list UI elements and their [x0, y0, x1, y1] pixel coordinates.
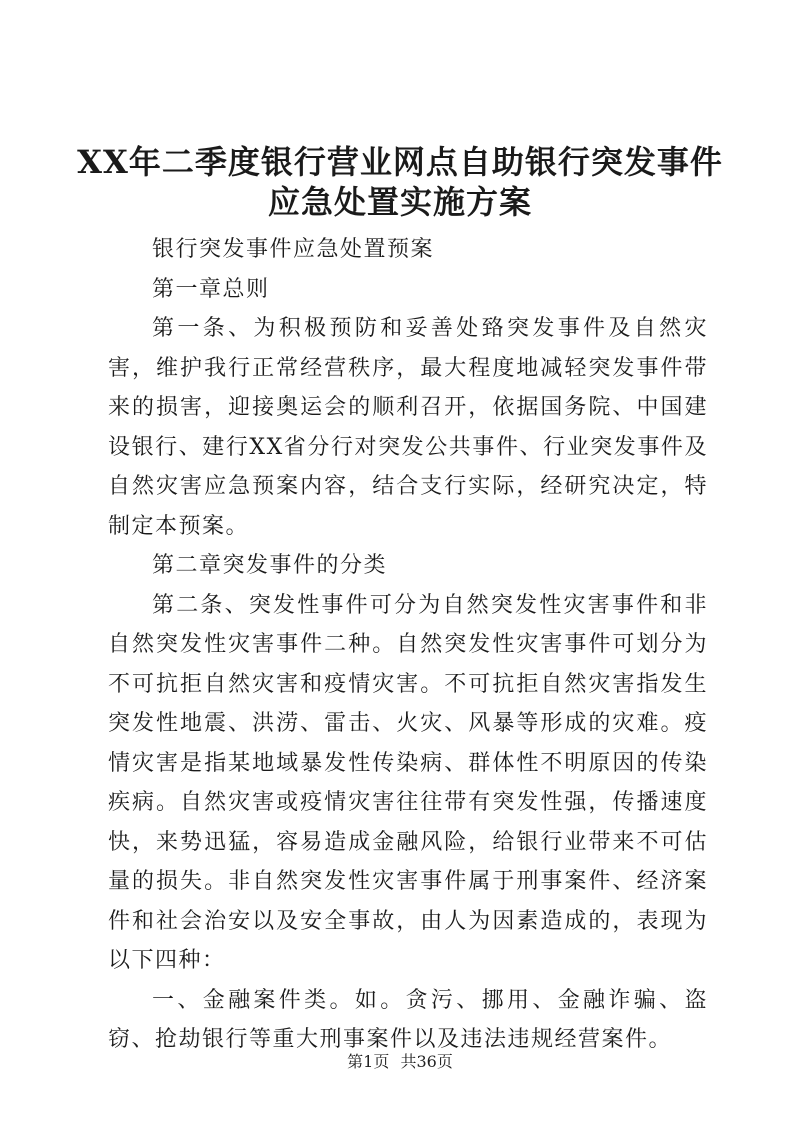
page-footer	[0, 1049, 800, 1072]
document-title-line1: XX年二季度银行营业网点自助银行突发事件	[77, 143, 723, 181]
paragraph-article-2: 第二条、突发性事件可分为自然突发性灾害事件和非自然突发性灾害事件二种。自然突发性灾害事件可划分为不可抗拒自然灾害和疫情灾害。不可抗拒自然灾害指发生突发性地震、洪涝、雷击、火灾、风暴等形成的灾难。疫情灾害是指某地域暴发性传染病、群体性不明原因的传染疾病。自然灾害或疫情灾害往往带有突发性强，传播速度快，来势迅猛，容易造成金融风险，给银行业带来不可估量的损失。非自然突发性灾害事件属于刑事案件、经济案件和社会治安以及安全事故，由人为因素造成的，表现为以下四种：	[108, 592, 708, 973]
page-number: 第1页	[347, 1052, 390, 1071]
paragraph-chapter-1-heading: 第一章总则	[152, 276, 270, 302]
paragraph-plan-name: 银行突发事件应急处置预案	[152, 237, 435, 262]
document-body	[108, 230, 708, 1060]
paragraph-chapter-2-heading: 第二章突发事件的分类	[152, 553, 388, 578]
document-title-line2: 应急处置实施方案	[267, 183, 532, 221]
paragraph-article-1: 第一条、为积极预防和妥善处臵突发事件及自然灾害，维护我行正常经营秩序，最大程度地减轻突发事件带来的损害，迎接奥运会的顺利召开，依据国务院、中国建设银行、建行XX省分行对突发公共事件、行业突发事件及自然灾害应急预案内容，结合支行实际，经研究决定，特制定本预案。	[108, 316, 708, 539]
page-total: 共36页	[400, 1052, 453, 1071]
paragraph-item-1: 一、金融案件类。如。贪污、挪用、金融诈骗、盗窃、抢劫银行等重大刑事案件以及违法违规经营案件。	[108, 987, 708, 1052]
